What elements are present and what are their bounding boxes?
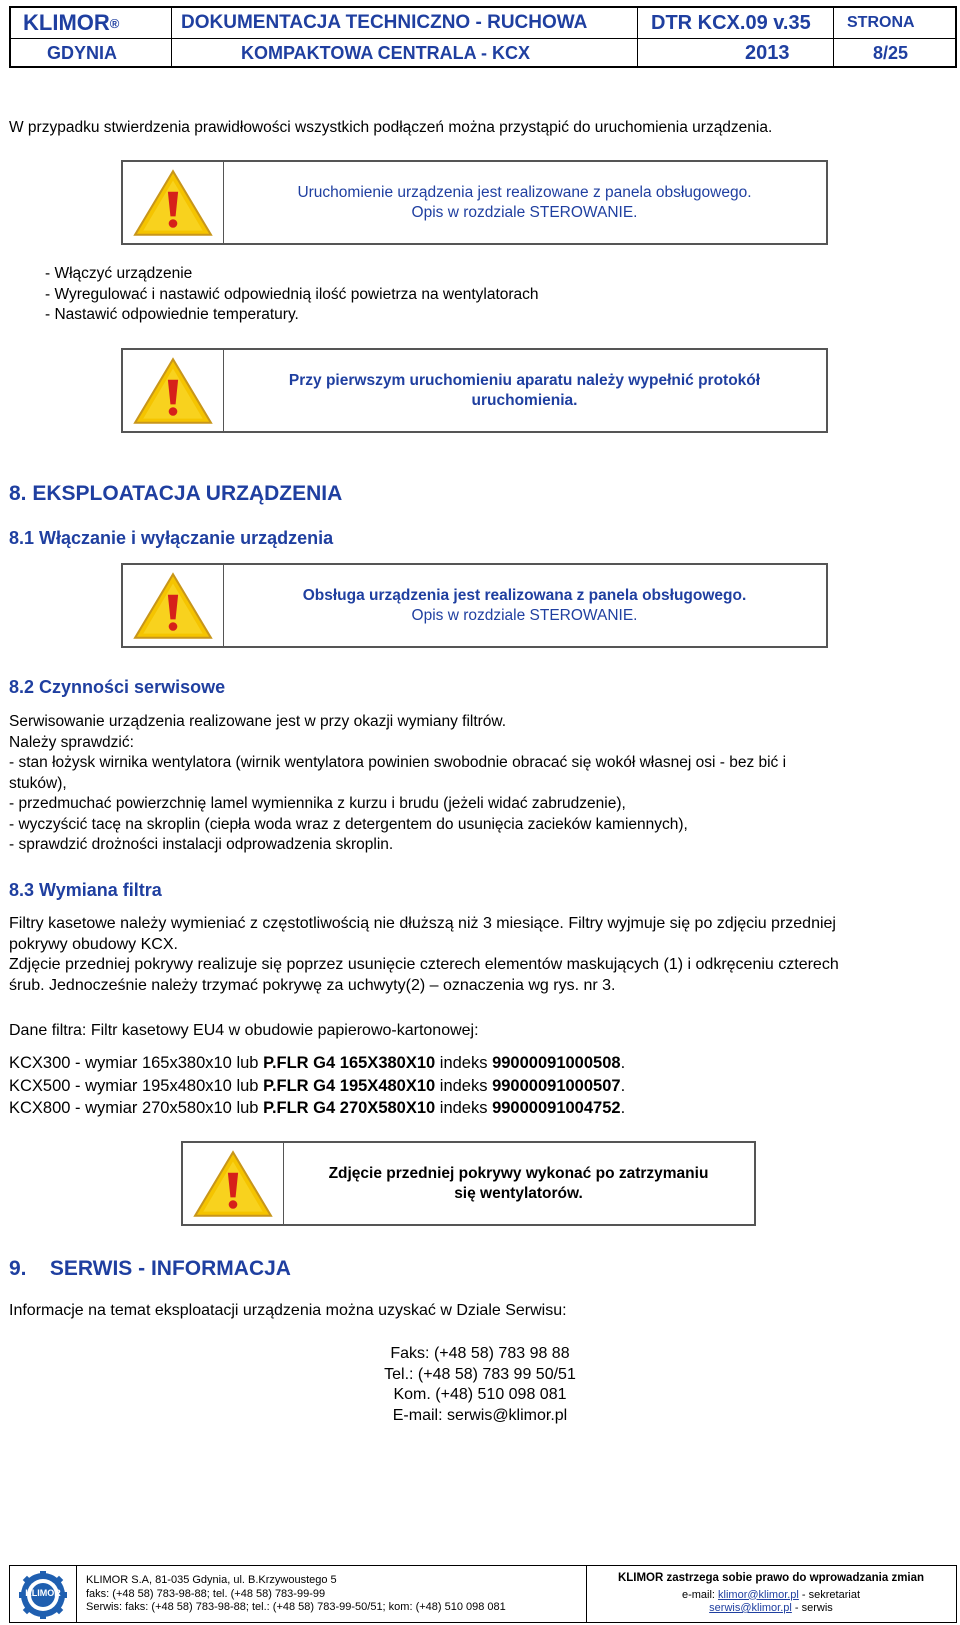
service-line: Serwisowanie urządzenia realizowane jest w przy okazji wymiany filtrów.: [9, 713, 507, 730]
footer-right: [586, 1572, 956, 1616]
filter-code: P.FLR G4 165X380X10: [263, 1054, 436, 1072]
contact-email: E-mail: serwis@klimor.pl: [392, 1406, 568, 1424]
step-item: - Nastawić odpowiednie temperatury.: [45, 306, 299, 323]
warning-line-1: Przy pierwszym uruchomieniu aparatu należy wypełnić protokół: [288, 371, 761, 389]
section-8-1-title: 8.1 Włączanie i wyłączanie urządzenia: [9, 528, 334, 548]
warning-line-2: się wentylatorów.: [454, 1184, 583, 1202]
filter-index-label: indeks: [435, 1054, 493, 1072]
warning-line-1: Uruchomienie urządzenia jest realizowane z panela obsługowego.: [297, 183, 752, 201]
service-line: - wyczyścić tacę na skroplin (ciepła woda wraz z detergentem do usunięcia zacieków kamiennych),: [9, 815, 688, 833]
contact-mobile: Kom. (+48) 510 098 081: [393, 1386, 567, 1403]
warning-icon-cell: [123, 350, 224, 431]
filter-index: 99000091004752: [492, 1099, 621, 1117]
warning-box-cover: [181, 1141, 756, 1226]
brand-name: KLIMOR: [23, 10, 110, 35]
contact-fax: Faks: (+48 58) 783 98 88: [390, 1345, 570, 1362]
step-item: - Włączyć urządzenie: [45, 265, 193, 282]
filter-list: [9, 1052, 625, 1120]
doc-year: 2013: [745, 41, 790, 64]
step-item: - Wyregulować i nastawić odpowiednią ilość powietrza na wentylatorach: [45, 285, 539, 303]
warning-message: [223, 350, 826, 431]
warning-box-protocol: [121, 348, 828, 433]
filter-item: [9, 1052, 625, 1075]
filter-code: P.FLR G4 270X580X10: [263, 1099, 436, 1117]
service-line: stuków),: [9, 774, 67, 792]
header-divider-v3: [833, 8, 834, 66]
service-line: - sprawdzić drożności instalacji odprowadzenia skroplin.: [9, 836, 394, 853]
brand-mark: ®: [109, 15, 120, 31]
warning-line-1: Obsługa urządzenia jest realizowana z panela obsługowego.: [302, 586, 747, 604]
filter-index: 99000091000508: [492, 1054, 621, 1072]
footer-divider-v1: [76, 1566, 77, 1622]
footer-email-role: - serwis: [791, 1602, 833, 1614]
filter-data-label: Dane filtra: Filtr kasetowy EU4 w obudowie papierowo-kartonowej:: [9, 1022, 479, 1039]
filter-end: .: [620, 1076, 626, 1095]
header-divider-v1: [171, 8, 172, 66]
warning-line-2: Opis w rozdziale STEROWANIE.: [411, 203, 638, 221]
filter-code: P.FLR G4 195X480X10: [263, 1076, 436, 1095]
filter-end: .: [620, 1099, 626, 1117]
warning-triangle-icon: [132, 570, 214, 642]
section-9-title: 9. SERWIS - INFORMACJA: [9, 1257, 291, 1280]
filter-index-label: indeks: [435, 1099, 493, 1117]
filter-item: [9, 1075, 625, 1098]
document-header: [9, 6, 957, 68]
warning-message: [223, 565, 826, 646]
doc-code: DTR KCX.09 v.35: [651, 11, 811, 34]
service-line: - przedmuchać powierzchnię lamel wymiennika z kurzu i brudu (jeżeli widać zabrudzenie),: [9, 795, 626, 812]
warning-icon-cell: [183, 1143, 284, 1224]
warning-triangle-icon: [192, 1148, 274, 1220]
filter-model: KCX800 - wymiar 270x580x10 lub: [9, 1099, 264, 1117]
warning-icon-cell: [123, 565, 224, 646]
service-line: - stan łożysk wirnika wentylatora (wirnik wentylatora powinien swobodnie obracać się wokół własnej osi - bez bić i: [9, 754, 787, 771]
footer-office: faks: (+48 58) 783-98-88; tel. (+48 58) 783-99-99: [86, 1587, 326, 1600]
filter-line: śrub. Jednocześnie należy trzymać pokrywę za uchwyty(2) – oznaczenia wg rys. nr 3.: [9, 976, 616, 994]
filter-item: [9, 1097, 625, 1120]
warning-line-2: uruchomienia.: [471, 391, 578, 409]
warning-message: [223, 162, 826, 243]
warning-icon-cell: [123, 162, 224, 243]
warning-triangle-icon: [132, 355, 214, 427]
filter-line: pokrywy obudowy KCX.: [9, 935, 178, 953]
filter-index: 99000091000507: [492, 1076, 621, 1095]
filter-index-label: indeks: [435, 1076, 493, 1095]
email-link-service[interactable]: serwis@klimor.pl: [709, 1602, 792, 1614]
intro-text: W przypadku stwierdzenia prawidłowości wszystkich podłączeń można przystąpić do uruchomienia urządzenia.: [9, 119, 773, 136]
startup-steps: [45, 264, 539, 326]
warning-triangle-icon: [132, 167, 214, 239]
service-text: [9, 712, 954, 856]
footer-rights: KLIMOR zastrzega sobie prawo do wprowadzania zmian: [617, 1572, 925, 1584]
footer-service: Serwis: faks: (+48 58) 783-98-88; tel.: (+48 58) 783-99-50/51; kom: (+48) 510 098 081: [86, 1601, 506, 1613]
page-label: STRONA: [847, 14, 915, 31]
service-contacts: [330, 1344, 630, 1426]
email-link-office[interactable]: klimor@klimor.pl: [718, 1588, 799, 1601]
section-8-title: 8. EKSPLOATACJA URZĄDZENIA: [9, 482, 343, 505]
warning-line-2: Opis w rozdziale STEROWANIE.: [411, 606, 638, 624]
footer-address: KLIMOR S.A, 81-035 Gdynia, ul. B.Krzywoustego 5: [86, 1574, 337, 1586]
filter-end: .: [620, 1054, 626, 1072]
service-info-intro: Informacje na temat eksploatacji urządzenia można uzyskać w Dziale Serwisu:: [9, 1302, 567, 1319]
footer-email-prefix: e-mail:: [681, 1588, 719, 1601]
footer-email-line-2: [586, 1602, 956, 1616]
footer-email-line-1: [586, 1589, 956, 1603]
filter-text: [9, 914, 954, 996]
warning-box-startup: [121, 160, 828, 245]
contact-phone: Tel.: (+48 58) 783 99 50/51: [384, 1365, 576, 1383]
warning-line-1: Zdjęcie przedniej pokrywy wykonać po zatrzymaniu: [328, 1164, 709, 1182]
footer-email-role: - sekretariat: [798, 1588, 861, 1601]
filter-model: KCX300 - wymiar 165x380x10 lub: [9, 1054, 264, 1072]
filter-line: Zdjęcie przedniej pokrywy realizuje się poprzez usunięcie czterech elementów maskujących (1) i odkręceniu czterech: [9, 956, 839, 973]
filter-line: Filtry kasetowe należy wymieniać z częstotliwością nie dłuższą niż 3 miesiące. Filtry wyjmuje się po zdjęciu przedniej: [9, 915, 836, 932]
doc-type: DOKUMENTACJA TECHNICZNO - RUCHOWA: [181, 12, 588, 33]
footer-contact: [86, 1574, 506, 1615]
brand-logo: [23, 8, 119, 38]
document-footer: [9, 1565, 957, 1623]
section-8-2-title: 8.2 Czynności serwisowe: [9, 677, 226, 697]
section-8-3-title: 8.3 Wymiana filtra: [9, 880, 162, 900]
warning-box-operation: [121, 563, 828, 648]
footer-logo-text: KLIMOR: [25, 1588, 61, 1598]
city: GDYNIA: [47, 42, 118, 63]
page-number: 8/25: [873, 42, 909, 63]
warning-message: [283, 1143, 754, 1224]
footer-logo: [16, 1570, 70, 1620]
header-divider-v2: [637, 8, 638, 66]
filter-model: KCX500 - wymiar 195x480x10 lub: [9, 1076, 264, 1095]
product-name: KOMPAKTOWA CENTRALA - KCX: [241, 42, 530, 63]
service-line: Należy sprawdzić:: [9, 733, 134, 751]
